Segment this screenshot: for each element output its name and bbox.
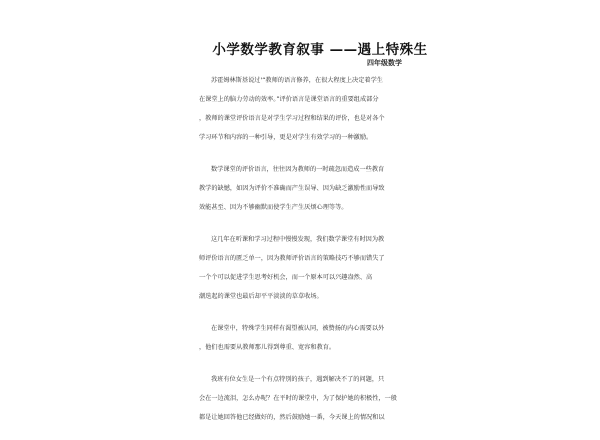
text-line: 潮迭起的课堂也最后却平平淡淡的草草收场。 [199, 293, 323, 300]
paragraph [199, 230, 405, 306]
text-line: 我班有位女生是一个有点特别的孩子，遇到解决不了的问题，只 [211, 376, 385, 383]
text-line: ，他们也需要从教师那儿得到尊重、宽容和教育。 [199, 344, 336, 351]
text-line: 在课堂上的脑力劳动的效率。”评价语言是课堂语言的重要组成部分 [199, 96, 379, 103]
text-line: 师评价语言的匮乏单一，因为教师评价语言的策略技巧不够而错失了 [199, 255, 385, 262]
text-line: 会在一边流泪，怎么办呢？在平时的课堂中，为了保护她的积极性，一般 [199, 395, 397, 402]
text-line: 数学课堂的评价语言，往往因为教师的一时疏忽而造成一些教育 [211, 166, 385, 173]
paragraph [199, 71, 405, 147]
text-line: 都是让她回答他已经做好的，然后鼓励她一番，今天课上的情况和以 [199, 414, 385, 421]
text-line: 教学的缺憾，如因为评价不准确而产生误导、因为缺乏激励性而导致 [199, 185, 385, 192]
text-line: 苏霍姆林斯基说过'“教师的语言修养，在很大程度上决定着学生 [211, 77, 383, 84]
paragraph [199, 160, 405, 217]
text-line: 这几年在听课和学习过程中慢慢发现，我们数学课堂有时因为教 [211, 236, 385, 243]
document-body [199, 71, 405, 440]
document-subtitle: 四年级数学 [367, 59, 402, 67]
text-line: 学习环节和内容的一种引导，更是对学生有效学习的一种激励。 [199, 134, 373, 141]
text-line: 一个个可以促进学生思考好机会，而一个原本可以兴趣盎然、高 [199, 274, 373, 281]
text-line: 效能甚至、因为不够幽默而使学生产生厌烦心理等等。 [199, 204, 348, 211]
paragraph [199, 370, 405, 427]
text-line: ，教师的课堂评价语言是对学生学习过程和结果的评价，也是对各个 [199, 115, 385, 122]
text-line: 在课堂中，特殊学生同样有渴望被认同，被赞扬的内心需要以外 [211, 325, 385, 332]
paragraph [199, 319, 405, 357]
document-title: 小学数学教育叙事 ——遇上特殊生 [212, 42, 428, 58]
